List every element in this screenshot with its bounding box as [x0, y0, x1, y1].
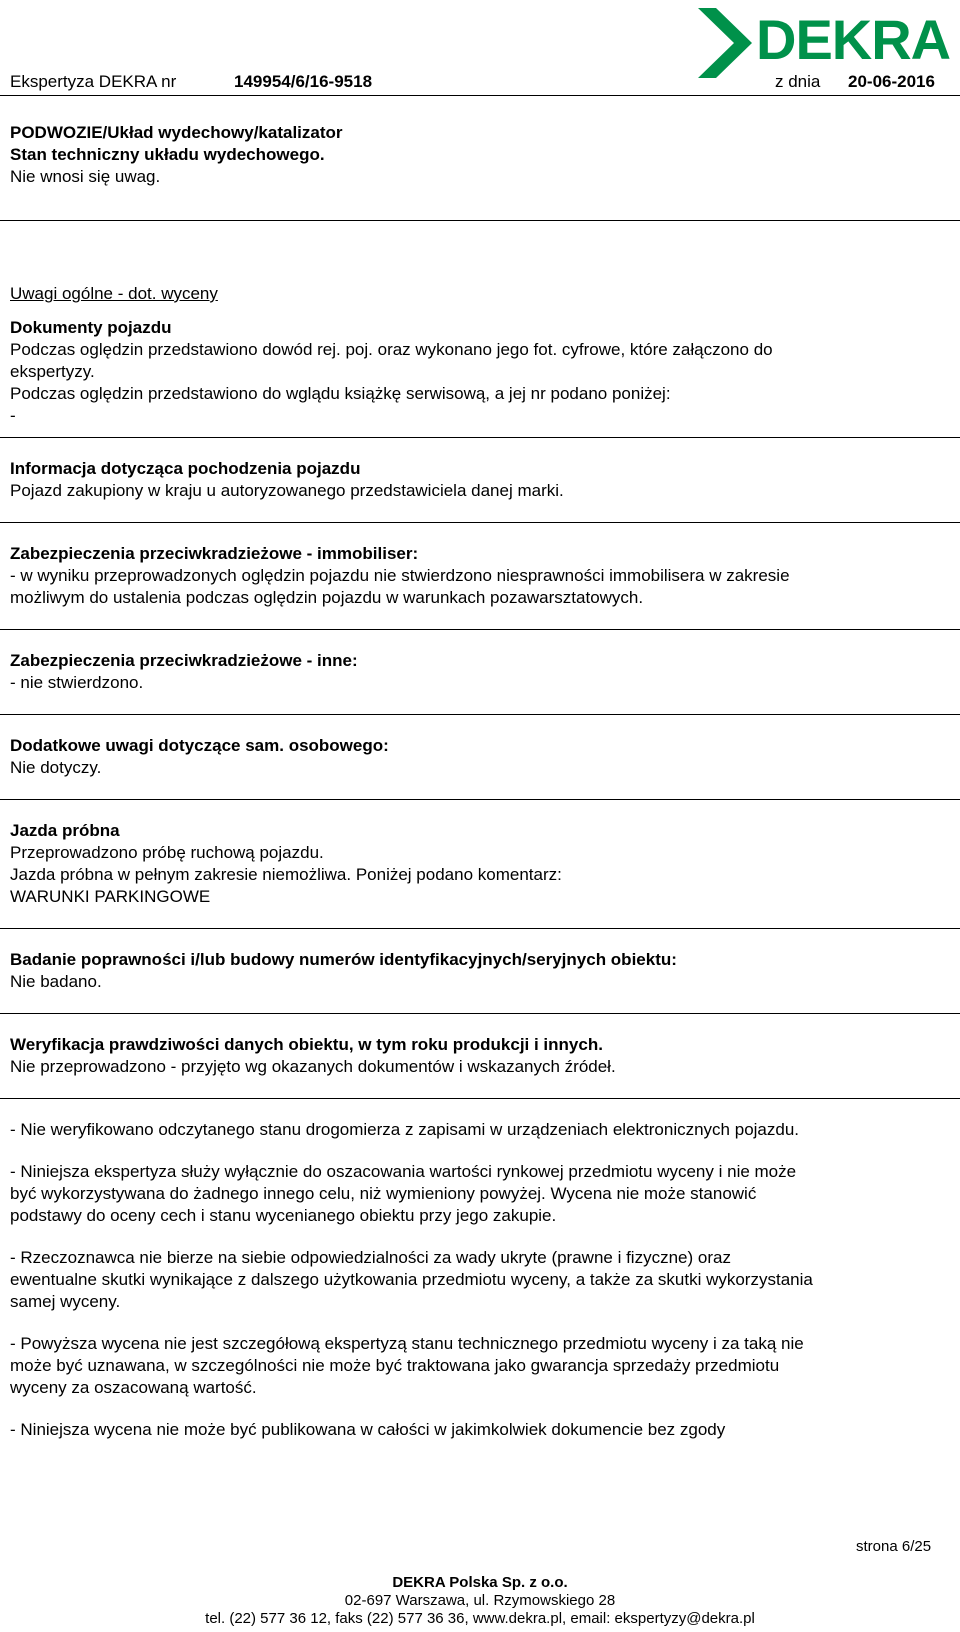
note-3-line-3: samej wyceny. — [10, 1292, 121, 1311]
note-2-line-2: być wykorzystywana do żadnego innego celu, niż wymieniony powyżej. Wycena nie może stanowić — [10, 1184, 757, 1203]
test-drive-section — [10, 820, 950, 908]
report-label: Ekspertyza DEKRA nr — [10, 72, 177, 91]
footer-contact: tel. (22) 577 36 12, faks (22) 577 36 36, www.dekra.pl, email: ekspertyzy@dekra.pl — [205, 1610, 755, 1627]
note-2-line-3: podstawy do oceny cech i stanu wycenianego obiektu przy jego zakupie. — [10, 1206, 557, 1225]
documents-line-1: Podczas oględzin przedstawiono dowód rej. poj. oraz wykonano jego fot. cyfrowe, które załączono do — [10, 340, 773, 359]
documents-section — [10, 317, 950, 427]
disclaimer-notes — [10, 1119, 950, 1441]
note-3-line-1: - Rzeczoznawca nie bierze na siebie odpowiedzialności za wady ukryte (prawne i fizyczne) oraz — [10, 1248, 731, 1267]
note-1-line-1: - Nie weryfikowano odczytanego stanu drogomierza z zapisami w urządzeniach elektronicznych pojazdu. — [10, 1120, 800, 1139]
documents-line-3: Podczas oględzin przedstawiono do wglądu książkę serwisową, a jej nr podano poniżej: — [10, 384, 671, 403]
general-remarks-link[interactable]: Uwagi ogólne - dot. wyceny — [10, 284, 218, 303]
dekra-logo-mark-icon — [696, 6, 756, 80]
note-4-line-2: może być uznawana, w szczególności nie może być traktowana jako gwarancja sprzedaży przedmiotu — [10, 1356, 780, 1375]
dekra-logo-text: DEKRA — [756, 8, 951, 71]
documents-title: Dokumenty pojazdu — [10, 318, 172, 337]
immobiliser-line-1: - w wyniku przeprowadzonych oględzin pojazdu nie stwierdzono niesprawności immobilisera w zakresie — [10, 566, 790, 585]
verification-title: Weryfikacja prawdziwości danych obiektu, w tym roku produkcji i innych. — [10, 1035, 603, 1054]
other-security-section — [10, 650, 950, 694]
footer-address: 02-697 Warszawa, ul. Rzymowskiego 28 — [344, 1592, 616, 1609]
note-3-line-2: ewentualne skutki wynikające z dalszego użytkowania przedmiotu wyceny, a także za skutki wykorzystania — [10, 1270, 813, 1289]
origin-text: Pojazd zakupiony w kraju u autoryzowanego przedstawiciela danej marki. — [10, 481, 564, 500]
immobiliser-section — [10, 543, 950, 609]
report-body — [10, 122, 950, 1441]
test-drive-line-1: Przeprowadzono próbę ruchową pojazdu. — [10, 843, 324, 862]
note-4-line-3: wyceny za oszacowaną wartość. — [10, 1378, 257, 1397]
passenger-text: Nie dotyczy. — [10, 758, 102, 777]
report-number: 149954/6/16-9518 — [234, 72, 373, 91]
test-drive-line-3: WARUNKI PARKINGOWE — [10, 887, 211, 906]
vin-check-title: Badanie poprawności i/lub budowy numerów identyfikacyjnych/seryjnych obiektu: — [10, 950, 677, 969]
documents-line-4: - — [10, 406, 16, 425]
passenger-title: Dodatkowe uwagi dotyczące sam. osobowego: — [10, 736, 389, 755]
exhaust-title: PODWOZIE/Układ wydechowy/katalizator — [10, 123, 343, 142]
page-number: strona 6/25 — [856, 1538, 932, 1555]
exhaust-section — [10, 122, 950, 188]
test-drive-line-2: Jazda próbna w pełnym zakresie niemożliwa. Poniżej podano komentarz: — [10, 865, 562, 884]
immobiliser-title: Zabezpieczenia przeciwkradzieżowe - immobiliser: — [10, 544, 419, 563]
origin-title: Informacja dotycząca pochodzenia pojazdu — [10, 459, 361, 478]
vin-check-section — [10, 949, 950, 993]
note-2-line-1: - Niniejsza ekspertyza służy wyłącznie do oszacowania wartości rynkowej przedmiotu wyceny i nie może — [10, 1162, 797, 1181]
footer — [0, 1574, 960, 1628]
other-security-text: - nie stwierdzono. — [10, 673, 144, 692]
header-divider — [0, 95, 960, 96]
note-5-line-1: - Niniejsza wycena nie może być publikowana w całości w jakimkolwiek dokumencie bez zgody — [10, 1420, 726, 1439]
passenger-section — [10, 735, 950, 779]
dekra-logo — [696, 6, 958, 80]
report-date: 20-06-2016 — [848, 72, 935, 91]
vin-check-text: Nie badano. — [10, 972, 102, 991]
documents-line-2: ekspertyzy. — [10, 362, 95, 381]
footer-company: DEKRA Polska Sp. z o.o. — [392, 1574, 568, 1591]
exhaust-subtitle: Stan techniczny układu wydechowego. — [10, 145, 325, 164]
other-security-title: Zabezpieczenia przeciwkradzieżowe - inne: — [10, 651, 358, 670]
origin-section — [10, 458, 950, 502]
note-4-line-1: - Powyższa wycena nie jest szczegółową ekspertyzą stanu technicznego przedmiotu wyceny i za taką nie — [10, 1334, 804, 1353]
exhaust-note: Nie wnosi się uwag. — [10, 167, 161, 186]
verification-section — [10, 1034, 950, 1078]
report-date-label: z dnia — [775, 72, 821, 91]
test-drive-title: Jazda próbna — [10, 821, 120, 840]
immobiliser-line-2: możliwym do ustalenia podczas oględzin pojazdu w warunkach pozawarsztatowych. — [10, 588, 644, 607]
verification-text: Nie przeprowadzono - przyjęto wg okazanych dokumentów i wskazanych źródeł. — [10, 1057, 616, 1076]
